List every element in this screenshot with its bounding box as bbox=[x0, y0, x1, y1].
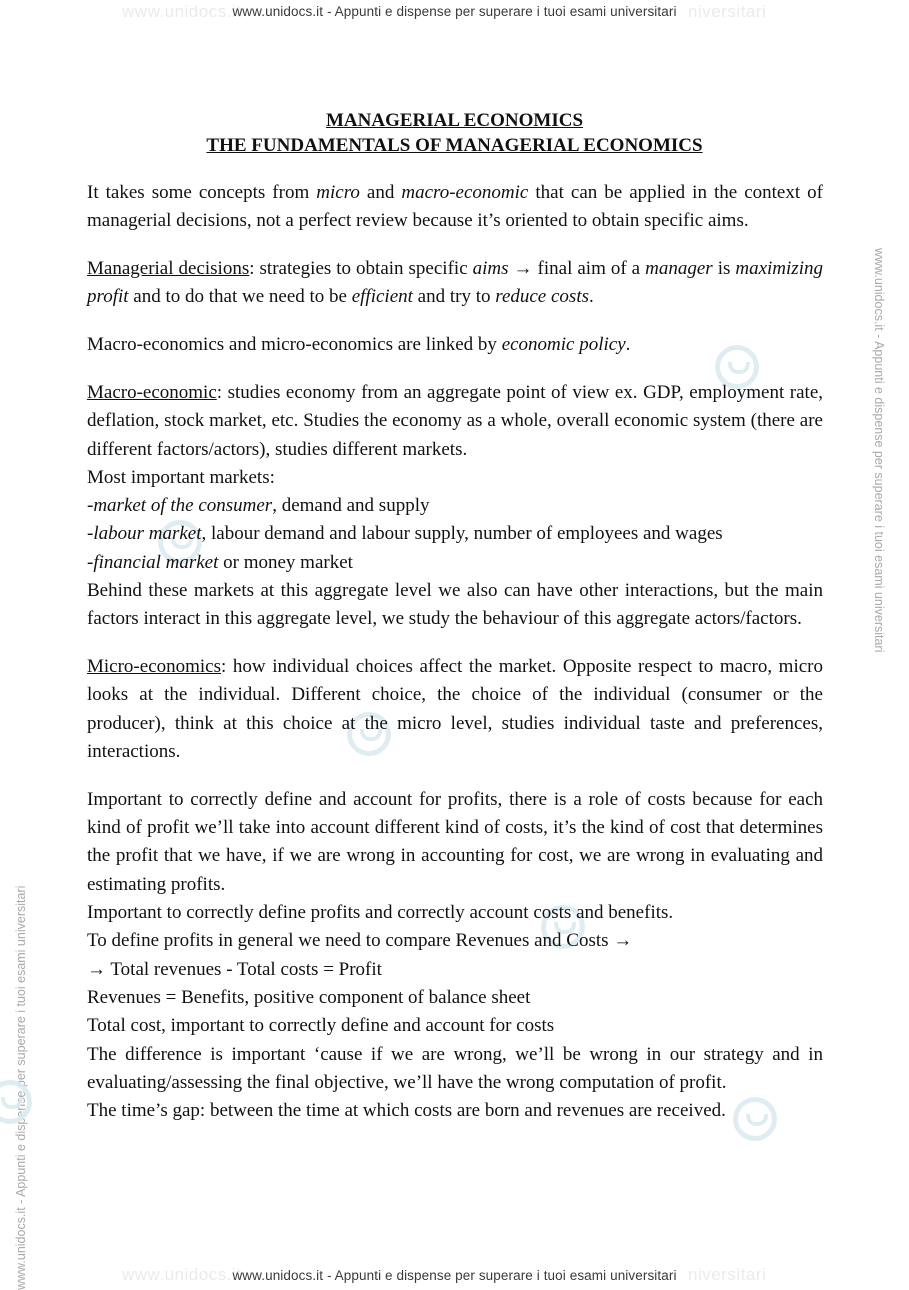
text: : strategies to obtain specific bbox=[249, 258, 473, 280]
text-line: Total cost, important to correctly define and account for costs bbox=[87, 1015, 555, 1037]
text: is bbox=[712, 258, 736, 280]
text: that can be applied in the context of managerial decisions, not a perfect review because it’s oriented to obtain specific aims. bbox=[87, 182, 823, 232]
list-heading: Most important markets: bbox=[87, 466, 275, 488]
term-macro-economic: Macro-economic bbox=[87, 381, 217, 403]
text: The difference is important ‘cause if we are wrong, we’ll be wrong in our strategy and in evaluating/assessing the final objective, we’ll have the wrong computation of profit. bbox=[87, 1043, 823, 1093]
text: : how individual choices affect the market. Opposite respect to macro, micro looks at the individual. Different choice, the choice of the individual (consumer or the producer), think at this choice at the micro level, studies individual taste and preferences, interactions. bbox=[87, 656, 823, 763]
text: . bbox=[625, 334, 631, 356]
text: , demand and supply bbox=[272, 495, 430, 517]
left-side-watermark: www.unidocs.it - Appunti e dispense per superare i tuoi esami universitari bbox=[14, 885, 28, 1290]
document-title bbox=[0, 108, 909, 158]
text-line: The time’s gap: between the time at which costs are born and revenues are received. bbox=[87, 1100, 726, 1122]
title-line-2: THE FUNDAMENTALS OF MANAGERIAL ECONOMICS bbox=[206, 135, 703, 156]
emphasis: economic policy bbox=[501, 334, 626, 356]
text: and bbox=[359, 182, 402, 203]
emphasis: -financial market bbox=[87, 551, 219, 573]
paragraph-profits bbox=[87, 786, 823, 1126]
footer-ghost-watermark-right: niversitari bbox=[688, 1265, 767, 1284]
footer-ghost-watermark-left: www.unidocs.it bbox=[122, 1265, 242, 1284]
text: Macro-economics and micro-economics are linked by bbox=[87, 334, 502, 356]
text: , labour demand and labour supply, number of employees and wages bbox=[201, 523, 723, 545]
text: and try to bbox=[412, 286, 496, 308]
text: → final aim of a bbox=[508, 258, 646, 280]
text: Behind these markets at this aggregate level we also can have other interactions, but the main factors interact in this aggregate level, we study the behaviour of this aggregate actors/factors. bbox=[87, 580, 823, 630]
paragraph-macro-economic bbox=[87, 379, 823, 634]
right-side-watermark: www.unidocs.it - Appunti e dispense per superare i tuoi esami universitari bbox=[872, 248, 886, 653]
emphasis: micro bbox=[316, 182, 360, 203]
emphasis: manager bbox=[645, 258, 713, 280]
list-item bbox=[87, 549, 823, 577]
text: and to do that we need to be bbox=[128, 286, 352, 308]
emphasis: -market of the consumer bbox=[87, 495, 273, 517]
text-line: → Total revenues - Total costs = Profit bbox=[87, 958, 382, 980]
text-line: To define profits in general we need to compare Revenues and Costs → bbox=[87, 930, 633, 952]
text: . bbox=[589, 286, 594, 308]
list-item bbox=[87, 520, 823, 548]
text-line: Revenues = Benefits, positive component of balance sheet bbox=[87, 986, 531, 1008]
text: Important to correctly define and account for profits, there is a role of costs because for each kind of profit we’ll take into account different kind of costs, it’s the kind of cost that determines the profit that we have, if we are wrong in accounting for cost, we are wrong in evaluating and estimating profits. bbox=[87, 788, 823, 895]
text-line: Important to correctly define profits and correctly account costs and benefits. bbox=[87, 902, 674, 924]
title-line-1: MANAGERIAL ECONOMICS bbox=[325, 110, 584, 131]
term-micro-economics: Micro-economics bbox=[87, 656, 222, 678]
emphasis: macro-economic bbox=[401, 182, 529, 203]
document-body bbox=[87, 179, 823, 1145]
emphasis: efficient bbox=[351, 286, 413, 308]
list-item bbox=[87, 492, 823, 520]
header-ghost-watermark-right: niversitari bbox=[688, 2, 767, 21]
paragraph-economic-policy bbox=[87, 331, 823, 359]
paragraph-micro-economics bbox=[87, 653, 823, 766]
emphasis: -labour market bbox=[87, 523, 202, 545]
emphasis: aims bbox=[472, 258, 509, 280]
paragraph-intro bbox=[87, 179, 823, 236]
term-managerial-decisions: Managerial decisions bbox=[87, 258, 250, 280]
text: or money market bbox=[218, 551, 353, 573]
paragraph-managerial-decisions bbox=[87, 255, 823, 312]
text: : studies economy from an aggregate point of view ex. GDP, employment rate, deflation, stock market, etc. Studies the economy as a whole, overall economic system (there are different factors/actors), studies different markets. bbox=[87, 381, 823, 460]
emphasis: reduce costs bbox=[495, 286, 589, 308]
header-ghost-watermark-left: www.unidocs.it bbox=[122, 2, 242, 21]
footer-watermark: www.unidocs.it - Appunti e dispense per superare i tuoi esami universitari bbox=[232, 1268, 677, 1283]
header-watermark: www.unidocs.it - Appunti e dispense per superare i tuoi esami universitari bbox=[232, 4, 677, 19]
emphasis: maximizing profit bbox=[87, 258, 823, 308]
text: It takes some concepts from bbox=[87, 182, 317, 203]
